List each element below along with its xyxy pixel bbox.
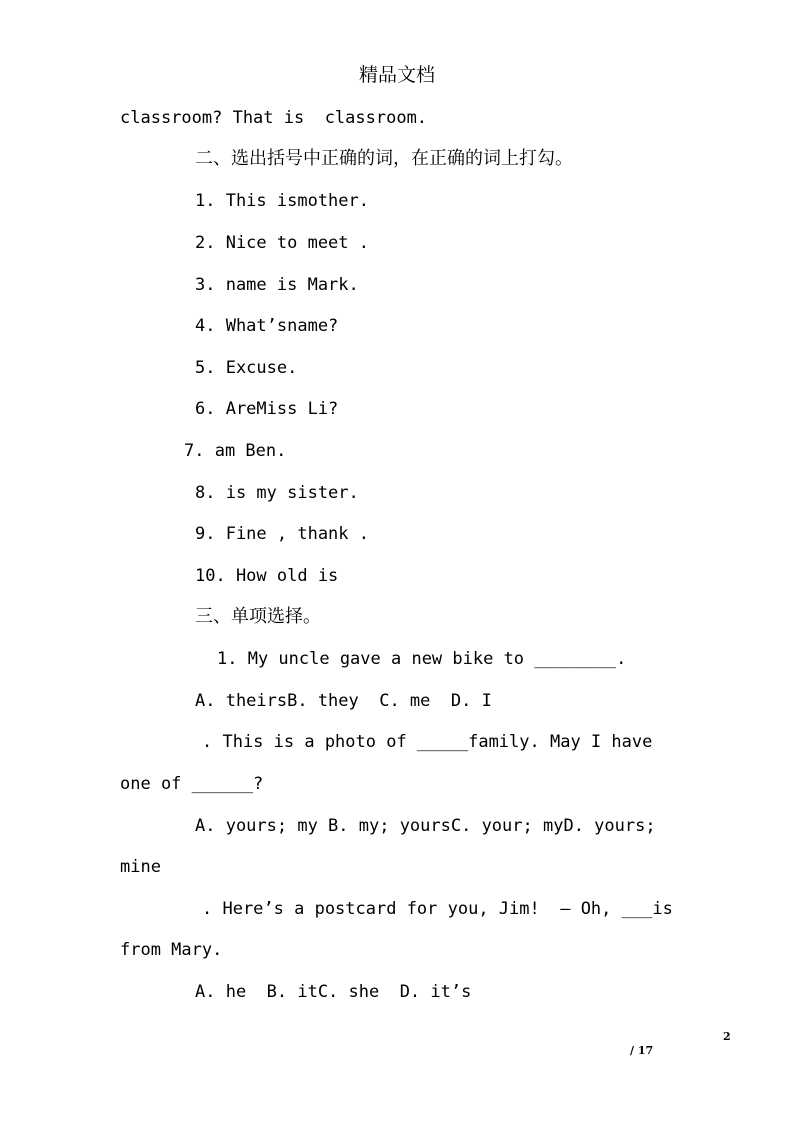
- question-item: 1. My uncle gave a new bike to ________.: [217, 649, 627, 669]
- text-line: from Mary.: [120, 940, 223, 960]
- answer-options: A. theirsB. they C. me D. I: [195, 691, 492, 711]
- question-item: 5. Excuse.: [195, 358, 298, 378]
- page-number: 2: [723, 1030, 731, 1043]
- question-item: . This is a photo of _____family. May I have: [202, 732, 653, 752]
- text-line: mine: [120, 857, 161, 877]
- question-item: 6. AreMiss Li?: [195, 399, 339, 419]
- text-line: classroom? That is classroom.: [120, 108, 428, 128]
- answer-options: A. he B. itC. she D. it’s: [195, 982, 472, 1002]
- question-item: 7. am Ben.: [184, 441, 287, 461]
- answer-options: A. yours; my B. my; yoursC. your; myD. yours;: [195, 816, 656, 836]
- question-item: 10. How old is: [195, 566, 339, 586]
- page-total: / 17: [630, 1044, 654, 1057]
- question-item: 1. This ismother.: [195, 191, 369, 211]
- question-item: 8. is my sister.: [195, 483, 359, 503]
- question-item: . Here’s a postcard for you, Jim! — Oh, ___is: [202, 899, 673, 919]
- text-line: one of ______?: [120, 774, 264, 794]
- section-heading: 二、选出括号中正确的词，在正确的词上打勾。: [195, 148, 573, 169]
- section-heading: 三、单项选择。: [195, 606, 321, 627]
- document-header-title: 精品文档: [358, 64, 435, 86]
- question-item: 4. What’sname?: [195, 316, 339, 336]
- question-item: 9. Fine , thank .: [195, 524, 369, 544]
- question-item: 2. Nice to meet .: [195, 233, 369, 253]
- question-item: 3. name is Mark.: [195, 275, 359, 295]
